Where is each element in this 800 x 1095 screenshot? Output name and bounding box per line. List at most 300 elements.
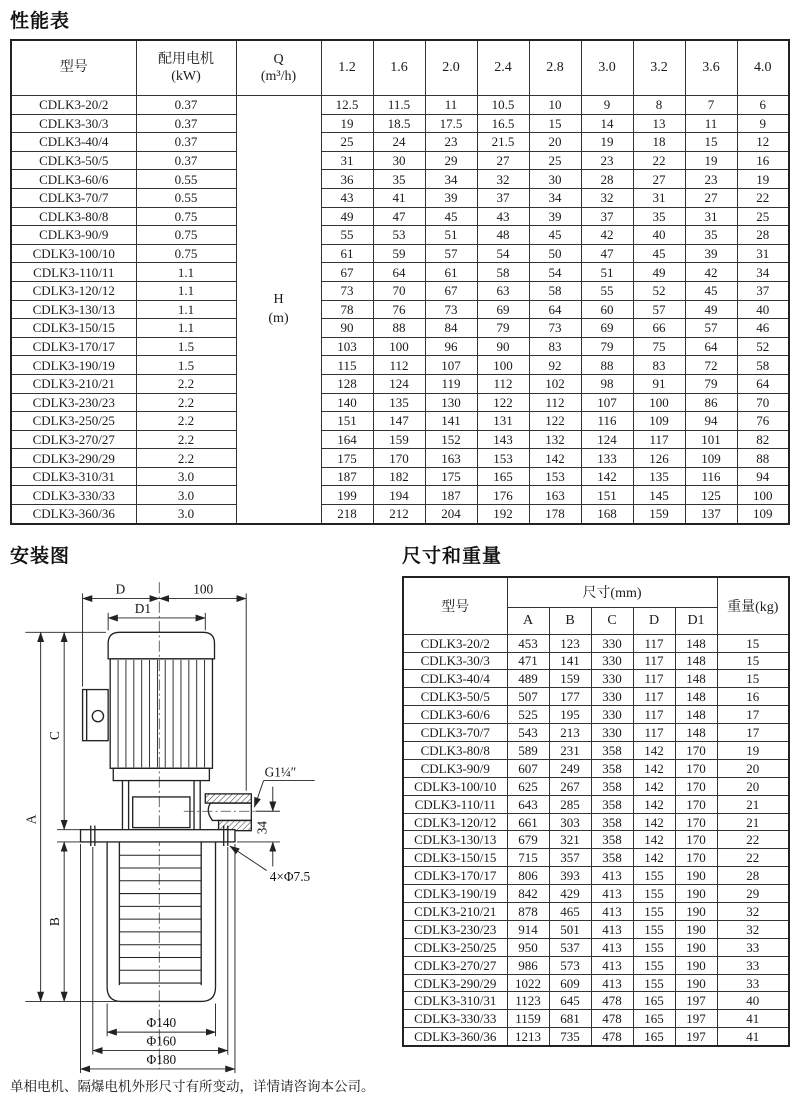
- dim-value-cell: 197: [675, 992, 717, 1010]
- head-value-cell: 94: [737, 467, 789, 486]
- motor-kw-cell: 2.2: [136, 412, 236, 431]
- flow-column-header: 3.6: [685, 40, 737, 96]
- weight-cell: 19: [717, 742, 789, 760]
- dim-value-cell: 330: [591, 670, 633, 688]
- dim-value-cell: 197: [675, 1028, 717, 1046]
- model-cell: CDLK3-190/19: [403, 885, 507, 903]
- head-value-cell: 51: [581, 263, 633, 282]
- dim-value-cell: 177: [549, 688, 591, 706]
- model-cell: CDLK3-150/15: [11, 319, 136, 338]
- dimension-row: [403, 903, 789, 921]
- head-value-cell: 159: [373, 430, 425, 449]
- dim-value-cell: 413: [591, 867, 633, 885]
- head-value-cell: 39: [529, 207, 581, 226]
- dim-column-header: C: [591, 607, 633, 634]
- installation-diagram: [18, 574, 366, 1071]
- model-cell: CDLK3-40/4: [403, 670, 507, 688]
- performance-row: [11, 281, 789, 300]
- head-value-cell: 145: [633, 486, 685, 505]
- head-value-cell: 164: [321, 430, 373, 449]
- head-value-cell: 19: [581, 133, 633, 152]
- dim-value-cell: 165: [633, 992, 675, 1010]
- dim-value-cell: 285: [549, 795, 591, 813]
- flow-column-header: 2.8: [529, 40, 581, 96]
- dim-value-cell: 573: [549, 956, 591, 974]
- head-value-cell: 27: [477, 151, 529, 170]
- dim-value-cell: 543: [507, 724, 549, 742]
- head-value-cell: 69: [581, 319, 633, 338]
- dim-value-cell: 681: [549, 1010, 591, 1028]
- head-value-cell: 122: [477, 393, 529, 412]
- head-value-cell: 37: [581, 207, 633, 226]
- dim-column-header: D1: [675, 607, 717, 634]
- head-value-cell: 73: [321, 281, 373, 300]
- head-value-cell: 84: [425, 319, 477, 338]
- model-cell: CDLK3-170/17: [403, 867, 507, 885]
- size-group-header: 尺寸(mm): [507, 577, 717, 608]
- dim-value-cell: 607: [507, 759, 549, 777]
- dim-value-cell: 117: [633, 670, 675, 688]
- head-value-cell: 126: [633, 449, 685, 468]
- head-value-cell: 22: [633, 151, 685, 170]
- dim-value-cell: 986: [507, 956, 549, 974]
- dimensions-section: [402, 541, 790, 1071]
- dim-value-cell: 330: [591, 634, 633, 652]
- dimension-row: [403, 742, 789, 760]
- weight-cell: 16: [717, 688, 789, 706]
- head-value-cell: 115: [321, 356, 373, 375]
- dim-value-cell: 330: [591, 652, 633, 670]
- head-value-cell: 175: [425, 467, 477, 486]
- dim-label-phi140: Φ140: [146, 1014, 177, 1030]
- head-value-cell: 64: [737, 374, 789, 393]
- head-value-cell: 19: [737, 170, 789, 189]
- pump-outline: [81, 632, 252, 1001]
- flow-column-header: 2.4: [477, 40, 529, 96]
- head-value-cell: 122: [529, 412, 581, 431]
- performance-row: [11, 133, 789, 152]
- head-value-cell: 22: [737, 188, 789, 207]
- motor-kw-cell: 1.5: [136, 356, 236, 375]
- motor-kw-cell: 0.37: [136, 114, 236, 133]
- head-value-cell: 90: [321, 319, 373, 338]
- head-value-cell: 72: [685, 356, 737, 375]
- head-value-cell: 17.5: [425, 114, 477, 133]
- head-value-cell: 63: [477, 281, 529, 300]
- dim-value-cell: 806: [507, 867, 549, 885]
- dimension-row: [403, 795, 789, 813]
- dim-label-c: C: [47, 730, 63, 740]
- head-value-cell: 153: [477, 449, 529, 468]
- head-value-cell: 107: [581, 393, 633, 412]
- performance-row: [11, 430, 789, 449]
- dim-value-cell: 645: [549, 992, 591, 1010]
- dim-value-cell: 190: [675, 885, 717, 903]
- dim-label-100: 100: [193, 581, 214, 597]
- dim-value-cell: 679: [507, 831, 549, 849]
- performance-row: [11, 467, 789, 486]
- dim-value-cell: 170: [675, 759, 717, 777]
- weight-cell: 21: [717, 795, 789, 813]
- weight-cell: 17: [717, 724, 789, 742]
- head-value-cell: 24: [373, 133, 425, 152]
- head-value-cell: 170: [373, 449, 425, 468]
- dimension-row: [403, 920, 789, 938]
- holes-label: 4×Φ7.5: [269, 868, 311, 884]
- weight-cell: 15: [717, 634, 789, 652]
- head-value-cell: 55: [321, 226, 373, 245]
- dim-value-cell: 715: [507, 849, 549, 867]
- head-value-cell: 32: [477, 170, 529, 189]
- motor-kw-cell: 0.55: [136, 188, 236, 207]
- dimension-row: [403, 652, 789, 670]
- head-value-cell: 42: [581, 226, 633, 245]
- head-value-cell: 12: [737, 133, 789, 152]
- head-value-cell: 40: [737, 300, 789, 319]
- weight-cell: 33: [717, 956, 789, 974]
- flow-column-header: 4.0: [737, 40, 789, 96]
- model-cell: CDLK3-60/6: [11, 170, 136, 189]
- dim-value-cell: 155: [633, 974, 675, 992]
- dimensions-table-body: [403, 634, 789, 1046]
- dimensions-table: [402, 576, 790, 1047]
- weight-cell: 32: [717, 903, 789, 921]
- head-value-cell: 83: [529, 337, 581, 356]
- motor-kw-cell: 0.75: [136, 244, 236, 263]
- dim-value-cell: 155: [633, 903, 675, 921]
- performance-row: [11, 151, 789, 170]
- head-value-cell: 165: [477, 467, 529, 486]
- dim-value-cell: 155: [633, 867, 675, 885]
- head-value-cell: 78: [321, 300, 373, 319]
- performance-title: 性能表: [10, 11, 71, 32]
- dimension-row: [403, 1028, 789, 1046]
- head-value-cell: 124: [581, 430, 633, 449]
- motor-kw-cell: 2.2: [136, 449, 236, 468]
- dim-value-cell: 117: [633, 706, 675, 724]
- head-value-cell: 79: [477, 319, 529, 338]
- bottom-section: [10, 541, 790, 1071]
- head-value-cell: 19: [321, 114, 373, 133]
- dim-value-cell: 117: [633, 688, 675, 706]
- weight-cell: 32: [717, 920, 789, 938]
- dim-value-cell: 190: [675, 938, 717, 956]
- head-value-cell: 20: [529, 133, 581, 152]
- weight-cell: 41: [717, 1010, 789, 1028]
- head-value-cell: 55: [581, 281, 633, 300]
- head-value-cell: 10: [529, 96, 581, 115]
- head-value-cell: 69: [477, 300, 529, 319]
- flow-column-header: 1.2: [321, 40, 373, 96]
- weight-cell: 22: [717, 849, 789, 867]
- dimension-row: [403, 813, 789, 831]
- head-value-cell: 76: [373, 300, 425, 319]
- head-value-cell: 147: [373, 412, 425, 431]
- dim-value-cell: 1213: [507, 1028, 549, 1046]
- dim-value-cell: 1022: [507, 974, 549, 992]
- dim-value-cell: 190: [675, 956, 717, 974]
- dim-value-cell: 117: [633, 652, 675, 670]
- head-value-cell: 40: [633, 226, 685, 245]
- dim-value-cell: 413: [591, 956, 633, 974]
- dim-value-cell: 231: [549, 742, 591, 760]
- dim-value-cell: 155: [633, 885, 675, 903]
- model-cell: CDLK3-330/33: [403, 1010, 507, 1028]
- head-value-cell: 163: [425, 449, 477, 468]
- dim-value-cell: 123: [549, 634, 591, 652]
- head-value-cell: 50: [529, 244, 581, 263]
- dim-value-cell: 117: [633, 724, 675, 742]
- head-value-cell: 64: [529, 300, 581, 319]
- dim-label-phi160: Φ160: [146, 1033, 177, 1049]
- model-cell: CDLK3-30/3: [11, 114, 136, 133]
- head-value-cell: 141: [425, 412, 477, 431]
- weight-column-header: 重量(kg): [717, 577, 789, 635]
- head-value-cell: 112: [477, 374, 529, 393]
- head-value-cell: 163: [529, 486, 581, 505]
- head-value-cell: 13: [633, 114, 685, 133]
- head-value-cell: 88: [373, 319, 425, 338]
- model-cell: CDLK3-230/23: [403, 920, 507, 938]
- performance-header-row: [11, 40, 789, 96]
- head-value-cell: 23: [685, 170, 737, 189]
- head-value-cell: 23: [581, 151, 633, 170]
- dim-value-cell: 330: [591, 688, 633, 706]
- head-value-cell: 42: [685, 263, 737, 282]
- head-value-cell: 103: [321, 337, 373, 356]
- performance-row: [11, 263, 789, 282]
- head-value-cell: 28: [581, 170, 633, 189]
- head-value-cell: 102: [529, 374, 581, 393]
- model-cell: CDLK3-20/2: [11, 96, 136, 115]
- model-cell: CDLK3-80/8: [11, 207, 136, 226]
- head-value-cell: 39: [685, 244, 737, 263]
- head-value-cell: 54: [529, 263, 581, 282]
- head-value-cell: 25: [529, 151, 581, 170]
- head-value-cell: 151: [321, 412, 373, 431]
- dim-value-cell: 330: [591, 724, 633, 742]
- head-value-cell: 137: [685, 505, 737, 524]
- dimension-row: [403, 938, 789, 956]
- dim-value-cell: 142: [633, 813, 675, 831]
- head-value-cell: 128: [321, 374, 373, 393]
- dim-column-header: B: [549, 607, 591, 634]
- dimension-row: [403, 992, 789, 1010]
- dim-value-cell: 170: [675, 795, 717, 813]
- head-value-cell: 58: [529, 281, 581, 300]
- head-value-cell: 6: [737, 96, 789, 115]
- head-value-cell: 70: [737, 393, 789, 412]
- weight-cell: 17: [717, 706, 789, 724]
- dim-value-cell: 625: [507, 777, 549, 795]
- performance-row: [11, 337, 789, 356]
- head-value-cell: 54: [477, 244, 529, 263]
- dimension-row: [403, 885, 789, 903]
- dim-value-cell: 303: [549, 813, 591, 831]
- head-value-cell: 100: [737, 486, 789, 505]
- dim-value-cell: 914: [507, 920, 549, 938]
- head-value-cell: 116: [685, 467, 737, 486]
- footer-note: 单相电机、隔爆电机外形尺寸有所变动，详情请咨询本公司。: [10, 1078, 375, 1094]
- dim-value-cell: 358: [591, 777, 633, 795]
- head-value-cell: 100: [477, 356, 529, 375]
- model-cell: CDLK3-360/36: [11, 505, 136, 524]
- dimension-row: [403, 956, 789, 974]
- performance-table: [10, 39, 790, 525]
- model-cell: CDLK3-190/19: [11, 356, 136, 375]
- dim-value-cell: 249: [549, 759, 591, 777]
- dim-value-cell: 357: [549, 849, 591, 867]
- head-value-cell: 130: [425, 393, 477, 412]
- motor-kw-cell: 1.1: [136, 281, 236, 300]
- head-value-cell: 194: [373, 486, 425, 505]
- dimensions-title: 尺寸和重量: [402, 545, 503, 567]
- flow-column-header: 1.6: [373, 40, 425, 96]
- head-value-cell: 31: [685, 207, 737, 226]
- dim-value-cell: 1159: [507, 1010, 549, 1028]
- performance-row: [11, 114, 789, 133]
- head-value-cell: 192: [477, 505, 529, 524]
- head-value-cell: 57: [425, 244, 477, 263]
- motor-kw-cell: 0.37: [136, 151, 236, 170]
- head-value-cell: 96: [425, 337, 477, 356]
- dim-label-34: 34: [254, 820, 270, 834]
- weight-cell: 21: [717, 813, 789, 831]
- dim-value-cell: 330: [591, 706, 633, 724]
- flow-column-header: 2.0: [425, 40, 477, 96]
- head-value-cell: 35: [685, 226, 737, 245]
- model-cell: CDLK3-250/25: [11, 412, 136, 431]
- model-cell: CDLK3-130/13: [11, 300, 136, 319]
- head-value-cell: 34: [737, 263, 789, 282]
- head-value-cell: 159: [633, 505, 685, 524]
- head-value-cell: 34: [425, 170, 477, 189]
- dim-value-cell: 142: [633, 742, 675, 760]
- dim-value-cell: 393: [549, 867, 591, 885]
- head-value-cell: 176: [477, 486, 529, 505]
- model-cell: CDLK3-230/23: [11, 393, 136, 412]
- performance-row: [11, 449, 789, 468]
- dim-value-cell: 478: [591, 1028, 633, 1046]
- dim-value-cell: 170: [675, 831, 717, 849]
- head-value-cell: 112: [529, 393, 581, 412]
- motor-kw-cell: 1.1: [136, 300, 236, 319]
- model-cell: CDLK3-50/5: [403, 688, 507, 706]
- weight-cell: 33: [717, 974, 789, 992]
- head-value-cell: 142: [529, 449, 581, 468]
- model-cell: CDLK3-310/31: [403, 992, 507, 1010]
- motor-kw-cell: 2.2: [136, 393, 236, 412]
- flow-q-header: Q (m³/h): [236, 40, 321, 96]
- head-value-cell: 49: [321, 207, 373, 226]
- model-cell: CDLK3-250/25: [403, 938, 507, 956]
- head-value-cell: 19: [685, 151, 737, 170]
- motor-kw-cell: 3.0: [136, 486, 236, 505]
- model-cell: CDLK3-210/21: [11, 374, 136, 393]
- head-value-cell: 117: [633, 430, 685, 449]
- weight-cell: 40: [717, 992, 789, 1010]
- motor-kw-cell: 0.37: [136, 96, 236, 115]
- head-value-cell: 88: [581, 356, 633, 375]
- model-cell: CDLK3-310/31: [11, 467, 136, 486]
- dimension-row: [403, 849, 789, 867]
- head-value-cell: 28: [737, 226, 789, 245]
- head-value-cell: 31: [321, 151, 373, 170]
- dim-value-cell: 165: [633, 1010, 675, 1028]
- dim-value-cell: 170: [675, 849, 717, 867]
- head-value-cell: 133: [581, 449, 633, 468]
- head-value-cell: 143: [477, 430, 529, 449]
- dim-value-cell: 413: [591, 903, 633, 921]
- head-value-cell: 101: [685, 430, 737, 449]
- head-value-cell: 10.5: [477, 96, 529, 115]
- dim-value-cell: 453: [507, 634, 549, 652]
- head-value-cell: 43: [321, 188, 373, 207]
- dim-value-cell: 141: [549, 652, 591, 670]
- dim-value-cell: 950: [507, 938, 549, 956]
- head-value-cell: 11: [425, 96, 477, 115]
- dim-value-cell: 159: [549, 670, 591, 688]
- dim-value-cell: 643: [507, 795, 549, 813]
- dim-value-cell: 148: [675, 724, 717, 742]
- head-value-cell: 204: [425, 505, 477, 524]
- head-value-cell: 73: [529, 319, 581, 338]
- head-value-cell: 61: [321, 244, 373, 263]
- weight-cell: 29: [717, 885, 789, 903]
- head-value-cell: 90: [477, 337, 529, 356]
- head-value-cell: 83: [633, 356, 685, 375]
- dim-value-cell: 358: [591, 759, 633, 777]
- dimension-row: [403, 706, 789, 724]
- performance-row: [11, 300, 789, 319]
- head-value-cell: 45: [633, 244, 685, 263]
- dim-value-cell: 413: [591, 938, 633, 956]
- head-value-cell: 75: [633, 337, 685, 356]
- model-column-header: 型号: [11, 40, 136, 96]
- head-value-cell: 73: [425, 300, 477, 319]
- head-value-cell: 61: [425, 263, 477, 282]
- model-cell: CDLK3-110/11: [11, 263, 136, 282]
- head-value-cell: 21.5: [477, 133, 529, 152]
- dim-value-cell: 358: [591, 742, 633, 760]
- dim-value-cell: 155: [633, 920, 675, 938]
- dimension-row: [403, 1010, 789, 1028]
- performance-row: [11, 188, 789, 207]
- head-value-cell: 39: [425, 188, 477, 207]
- head-value-cell: 18: [633, 133, 685, 152]
- head-value-cell: 119: [425, 374, 477, 393]
- head-value-cell: 30: [373, 151, 425, 170]
- dim-value-cell: 501: [549, 920, 591, 938]
- motor-kw-cell: 3.0: [136, 467, 236, 486]
- head-value-cell: 182: [373, 467, 425, 486]
- dim-value-cell: 1123: [507, 992, 549, 1010]
- dim-value-cell: 148: [675, 688, 717, 706]
- dim-value-cell: 842: [507, 885, 549, 903]
- dim-value-cell: 170: [675, 777, 717, 795]
- head-value-cell: 91: [633, 374, 685, 393]
- head-value-cell: 15: [529, 114, 581, 133]
- dimension-row: [403, 777, 789, 795]
- dim-value-cell: 661: [507, 813, 549, 831]
- dimension-row: [403, 634, 789, 652]
- dim-value-cell: 165: [633, 1028, 675, 1046]
- motor-kw-cell: 0.37: [136, 133, 236, 152]
- head-unit-cell: H (m): [236, 96, 321, 524]
- dim-label-d: D: [115, 581, 126, 597]
- weight-cell: 33: [717, 938, 789, 956]
- head-value-cell: 79: [685, 374, 737, 393]
